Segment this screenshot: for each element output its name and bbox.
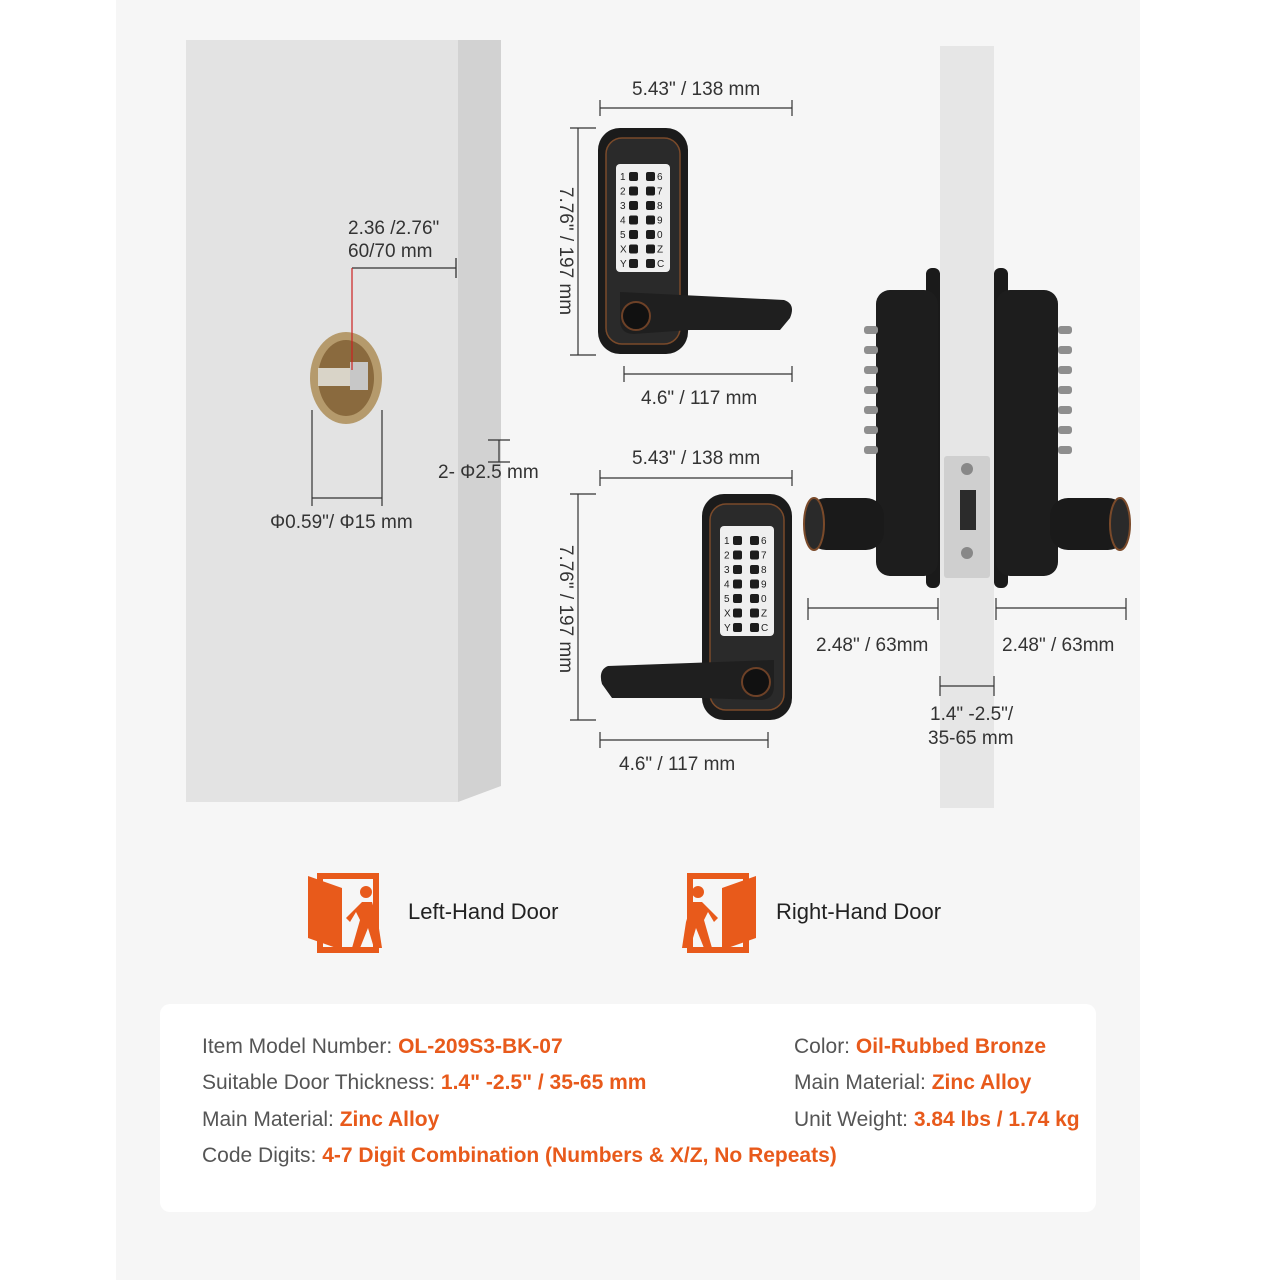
keypad-button-4 xyxy=(733,580,742,589)
height-top-label: 7.76" / 197 mm xyxy=(555,186,576,316)
spec-material-2-value: Zinc Alloy xyxy=(931,1071,1032,1094)
left-projection-label: 2.48" / 63mm xyxy=(816,635,929,656)
keypad-label-3: 3 xyxy=(724,565,730,576)
side-button-right xyxy=(1058,406,1072,414)
spec-digits-value: 4-7 Digit Combination (Numbers & X/Z, No Repeats) xyxy=(322,1144,837,1167)
keypad-label-X: X xyxy=(620,244,627,256)
keypad-label-X: X xyxy=(724,608,731,620)
keypad-button-8 xyxy=(750,565,759,574)
keypad-label-Y: Y xyxy=(620,259,627,270)
keypad-label-9: 9 xyxy=(761,579,767,591)
latch-hole-illustration xyxy=(310,332,382,424)
keypad-button-4 xyxy=(629,216,638,225)
keypad-button-5 xyxy=(733,594,742,603)
keypad-button-Z xyxy=(750,609,759,618)
spec-material-2-label: Main Material: xyxy=(794,1071,926,1094)
hole-diameter-label: Φ0.59"/ Φ15 mm xyxy=(270,512,413,533)
keypad-label-3: 3 xyxy=(620,201,626,212)
side-button-right xyxy=(1058,446,1072,454)
spec-thickness-label: Suitable Door Thickness: xyxy=(202,1071,436,1094)
keypad-button-0 xyxy=(646,230,655,239)
lever-bottom-label: 4.6" / 117 mm xyxy=(619,754,736,775)
keypad-label-0: 0 xyxy=(761,594,767,605)
thickness-label-line1: 1.4" -2.5"/ xyxy=(930,704,1014,725)
keypad-button-1 xyxy=(629,172,638,181)
keypad-label-6: 6 xyxy=(761,536,767,547)
keypad-button-Z xyxy=(646,245,655,254)
keypad-button-9 xyxy=(750,580,759,589)
side-button-left xyxy=(864,326,878,334)
keypad-button-3 xyxy=(629,201,638,210)
side-button-left xyxy=(864,426,878,434)
keypad-label-4: 4 xyxy=(620,215,626,227)
keypad-label-8: 8 xyxy=(761,565,767,576)
side-button-right xyxy=(1058,366,1072,374)
keypad-label-Y: Y xyxy=(724,623,731,634)
keypad-label-7: 7 xyxy=(657,186,663,198)
side-button-right xyxy=(1058,326,1072,334)
spec-model-label: Item Model Number: xyxy=(202,1035,393,1058)
keypad-label-Z: Z xyxy=(657,244,664,256)
spec-thickness-value: 1.4" -2.5" / 35-65 mm xyxy=(440,1071,647,1094)
keypad-label-5: 5 xyxy=(620,230,626,241)
width-bottom-label: 5.43" / 138 mm xyxy=(632,448,761,469)
spec-color-value: Oil-Rubbed Bronze xyxy=(855,1035,1047,1058)
keypad-label-7: 7 xyxy=(761,550,767,562)
keypad-button-7 xyxy=(750,551,759,560)
thickness-label-line2: 35-65 mm xyxy=(928,728,1014,749)
screw-hole-label: 2- Φ2.5 mm xyxy=(438,462,539,483)
spec-color xyxy=(794,1035,1046,1059)
spec-material xyxy=(202,1108,439,1132)
keypad-label-1: 1 xyxy=(724,536,730,547)
spec-weight-value: 3.84 lbs / 1.74 kg xyxy=(913,1108,1080,1131)
right-hand-door-icon xyxy=(682,876,756,950)
right-hand-door-label: Right-Hand Door xyxy=(776,899,942,924)
side-button-left xyxy=(864,446,878,454)
spec-model-value: OL-209S3-BK-07 xyxy=(398,1035,563,1058)
width-top-label: 5.43" / 138 mm xyxy=(632,79,761,100)
keypad-button-C xyxy=(750,623,759,632)
side-button-right xyxy=(1058,426,1072,434)
left-hand-door-label: Left-Hand Door xyxy=(408,899,559,924)
keypad-button-8 xyxy=(646,201,655,210)
spec-thickness xyxy=(202,1071,646,1095)
keypad-button-Y xyxy=(733,623,742,632)
keypad-button-1 xyxy=(733,536,742,545)
lock-front-view-top xyxy=(598,128,792,354)
spec-digits-label: Code Digits: xyxy=(202,1144,317,1167)
spec-digits xyxy=(202,1144,837,1168)
keypad-button-7 xyxy=(646,187,655,196)
side-button-right xyxy=(1058,346,1072,354)
lock-front-view-bottom xyxy=(601,494,792,720)
keypad-button-0 xyxy=(750,594,759,603)
keypad-button-2 xyxy=(629,187,638,196)
keypad-button-5 xyxy=(629,230,638,239)
side-button-left xyxy=(864,366,878,374)
spec-material-label: Main Material: xyxy=(202,1108,334,1131)
keypad-button-6 xyxy=(750,536,759,545)
side-button-left xyxy=(864,346,878,354)
left-hand-door-icon xyxy=(308,876,382,950)
spec-material-value: Zinc Alloy xyxy=(339,1108,440,1131)
keypad-button-X xyxy=(629,245,638,254)
keypad-button-Y xyxy=(629,259,638,268)
side-button-left xyxy=(864,386,878,394)
keypad-label-9: 9 xyxy=(657,215,663,227)
spec-material-2 xyxy=(794,1071,1031,1095)
keypad-label-0: 0 xyxy=(657,230,663,241)
spec-model xyxy=(202,1035,563,1059)
keypad-label-6: 6 xyxy=(657,172,663,183)
spec-weight-label: Unit Weight: xyxy=(794,1108,908,1131)
keypad-button-2 xyxy=(733,551,742,560)
keypad-button-C xyxy=(646,259,655,268)
lever-top-label: 4.6" / 117 mm xyxy=(641,388,758,409)
backset-label: 2.36 /2.76" xyxy=(348,218,440,239)
height-bottom-label: 7.76" / 197 mm xyxy=(555,544,576,674)
keypad-label-Z: Z xyxy=(761,608,768,620)
keypad-label-2: 2 xyxy=(620,186,626,198)
keypad-button-X xyxy=(733,609,742,618)
keypad-label-5: 5 xyxy=(724,594,730,605)
spec-color-label: Color: xyxy=(794,1035,851,1058)
keypad-button-6 xyxy=(646,172,655,181)
backset-mm-label: 60/70 mm xyxy=(348,241,433,262)
spec-weight xyxy=(794,1108,1080,1132)
keypad-label-2: 2 xyxy=(724,550,730,562)
door-edge xyxy=(940,46,994,808)
keypad-label-C: C xyxy=(761,623,769,634)
keypad-button-3 xyxy=(733,565,742,574)
keypad-button-9 xyxy=(646,216,655,225)
keypad-label-C: C xyxy=(657,259,665,270)
keypad-label-1: 1 xyxy=(620,172,626,183)
side-button-right xyxy=(1058,386,1072,394)
keypad-label-4: 4 xyxy=(724,579,730,591)
keypad-label-8: 8 xyxy=(657,201,663,212)
right-projection-label: 2.48" / 63mm xyxy=(1002,635,1115,656)
side-button-left xyxy=(864,406,878,414)
